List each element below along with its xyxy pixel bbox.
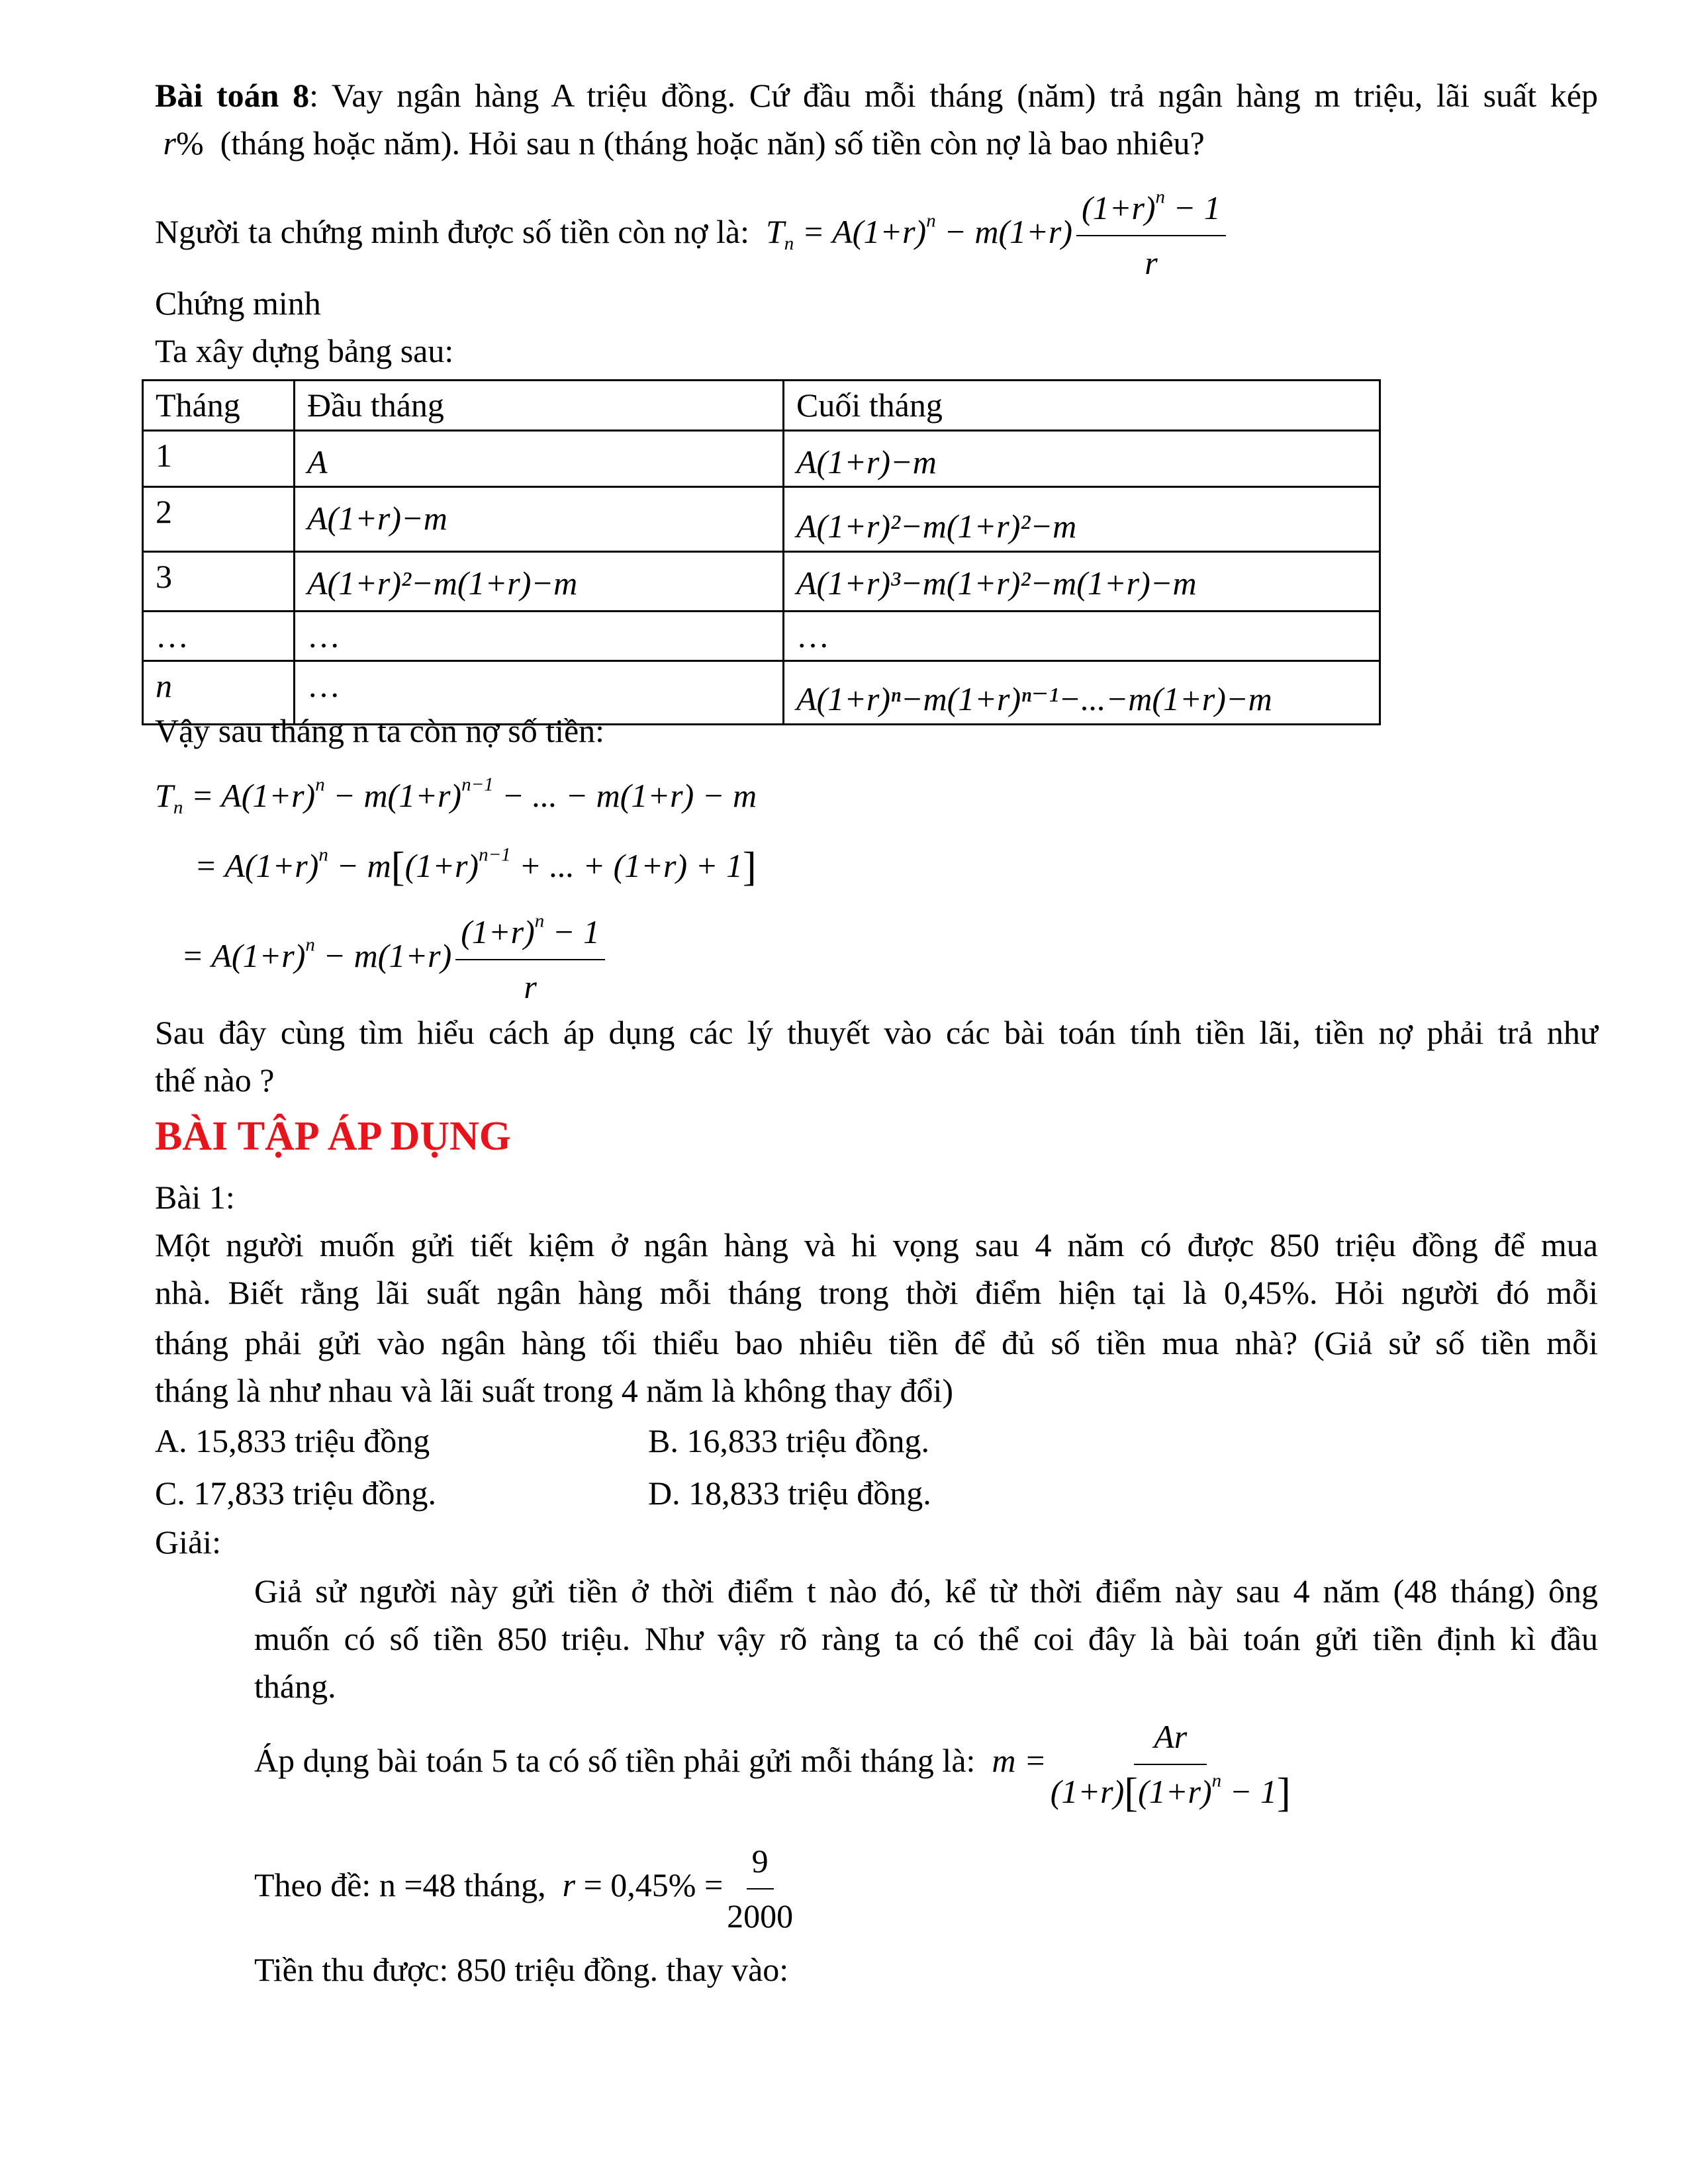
exercise1-text-line3: tháng phải gửi vào ngân hàng tối thiểu bao nhiêu tiền để đủ số tiền mua nhà? (Giả sử số tiền mỗi (155, 1324, 1598, 1361)
next-text-line1: Sau đây cùng tìm hiểu cách áp dụng các lý thuyết vào các bài toán tính tiền lãi, tiền nợ phải trả như (155, 1014, 1598, 1051)
problem8-formula-line: Người ta chứng minh được số tiền còn nợ là: $T_n = A(1+r)^n - m(1+r)$ $\frac{(1+r)^n - 1}{r}$ (155, 184, 1230, 287)
cell-month: 1 (143, 430, 295, 487)
solution-line3: tháng. (254, 1668, 336, 1705)
header-month: Tháng (143, 381, 295, 431)
solution-line2: muốn có số tiền 850 triệu. Như vậy rõ ràng ta có thể coi đây là bài toán gửi tiền định kì đầu (254, 1620, 1598, 1657)
problem8-intro-line2: r% (tháng hoặc năm). Hỏi sau n (tháng hoặc năn) số tiền còn nợ là bao nhiêu? (155, 124, 1205, 161)
table-intro: Ta xây dựng bảng sau: (155, 332, 454, 369)
option-b[interactable]: B. 16,833 triệu đồng. (648, 1422, 929, 1459)
problem8-title: Bài toán 8 (155, 77, 310, 114)
cell-month: 2 (143, 487, 295, 552)
formula-fraction: $\frac{(1+r)^n - 1}{r}$ (1076, 184, 1226, 287)
next-text-line2: thế nào ? (155, 1062, 275, 1099)
cell-start: A (295, 430, 784, 487)
received-line: Tiền thu được: 850 triệu đồng. thay vào: (254, 1951, 789, 1988)
solution-label: Giải: (155, 1524, 221, 1561)
option-d[interactable]: D. 18,833 triệu đồng. (648, 1475, 931, 1512)
cell-end: A(1+r)−m (784, 430, 1380, 487)
given-line: Theo đề: n =48 tháng, r = 0,45% = $\frac{9}{2000}$ (254, 1837, 797, 1940)
cell-start: … (295, 661, 784, 725)
table-header-row (143, 381, 1380, 431)
derivation-line1: $T_n = A(1+r)^n - m(1+r)^{n-1}$ − ... − m(1+r) − m (155, 774, 757, 819)
header-start: Đầu tháng (295, 381, 784, 431)
cell-month: n (143, 661, 295, 725)
table-row (143, 551, 1380, 611)
cell-month: … (143, 611, 295, 661)
cell-end: A(1+r)²−m(1+r)²−m (784, 487, 1380, 552)
table-row (143, 430, 1380, 487)
exercise1-text-line1: Một người muốn gửi tiết kiệm ở ngân hàng và hi vọng sau 4 năm có được 850 triệu đồng để mua (155, 1226, 1598, 1263)
debt-table (142, 379, 1381, 725)
cell-end: A(1+r)³−m(1+r)²−m(1+r)−m (784, 551, 1380, 611)
proof-label: Chứng minh (155, 285, 321, 322)
derivation-line3: = $A(1+r)^n - m(1+r)$ $\frac{(1+r)^n - 1}{r}$ (181, 908, 609, 1011)
cell-end: A(1+r)ⁿ−m(1+r)ⁿ⁻¹−...−m(1+r)−m (784, 661, 1380, 725)
conclusion-label: Vậy sau tháng n ta còn nợ số tiền: (155, 712, 605, 749)
exercise1-text-line4: tháng là như nhau và lãi suất trong 4 năm là không thay đổi) (155, 1372, 954, 1409)
tn-formula: $T_n = A(1+r)^n - m(1+r)$ (757, 210, 1073, 255)
header-end: Cuối tháng (784, 381, 1380, 431)
apply-formula-line: Áp dụng bài toán 5 ta có số tiền phải gửi mỗi tháng là: m = $\frac{Ar}{(1+r)[(1+r)^n - 1]}$ (254, 1713, 1295, 1815)
problem8-intro-line1: Bài toán 8: Vay ngân hàng A triệu đồng. Cứ đầu mỗi tháng (năm) trả ngân hàng m triệu, lãi suất kép (155, 77, 1599, 114)
solution-line1: Giả sử người này gửi tiền ở thời điểm t nào đó, kể từ thời điểm này sau 4 năm (48 tháng) ông (254, 1572, 1598, 1610)
cell-start: A(1+r)²−m(1+r)−m (295, 551, 784, 611)
table-row (143, 487, 1380, 552)
cell-month: 3 (143, 551, 295, 611)
cell-start: A(1+r)−m (295, 487, 784, 552)
cell-start: … (295, 611, 784, 661)
cell-end: … (784, 611, 1380, 661)
derivation-line2: = $A(1+r)^n - m[(1+r)^{n-1}$ + ... + (1+r) + 1] (195, 843, 757, 889)
rate-fraction: $\frac{9}{2000}$ (727, 1837, 793, 1940)
derivation-fraction: $\frac{(1+r)^n - 1}{r}$ (455, 908, 605, 1011)
option-a[interactable]: A. 15,833 triệu đồng (155, 1422, 430, 1459)
option-c[interactable]: C. 17,833 triệu đồng. (155, 1475, 436, 1512)
exercise1-label: Bài 1: (155, 1179, 235, 1216)
exercise1-text-line2: nhà. Biết rằng lãi suất ngân hàng mỗi tháng trong thời điểm hiện tại là 0,45%. Hỏi người đó mỗi (155, 1274, 1598, 1311)
section-title: BÀI TẬP ÁP DỤNG (155, 1114, 511, 1159)
monthly-deposit-fraction: $\frac{Ar}{(1+r)[(1+r)^n - 1]}$ (1051, 1713, 1291, 1815)
table-row (143, 611, 1380, 661)
